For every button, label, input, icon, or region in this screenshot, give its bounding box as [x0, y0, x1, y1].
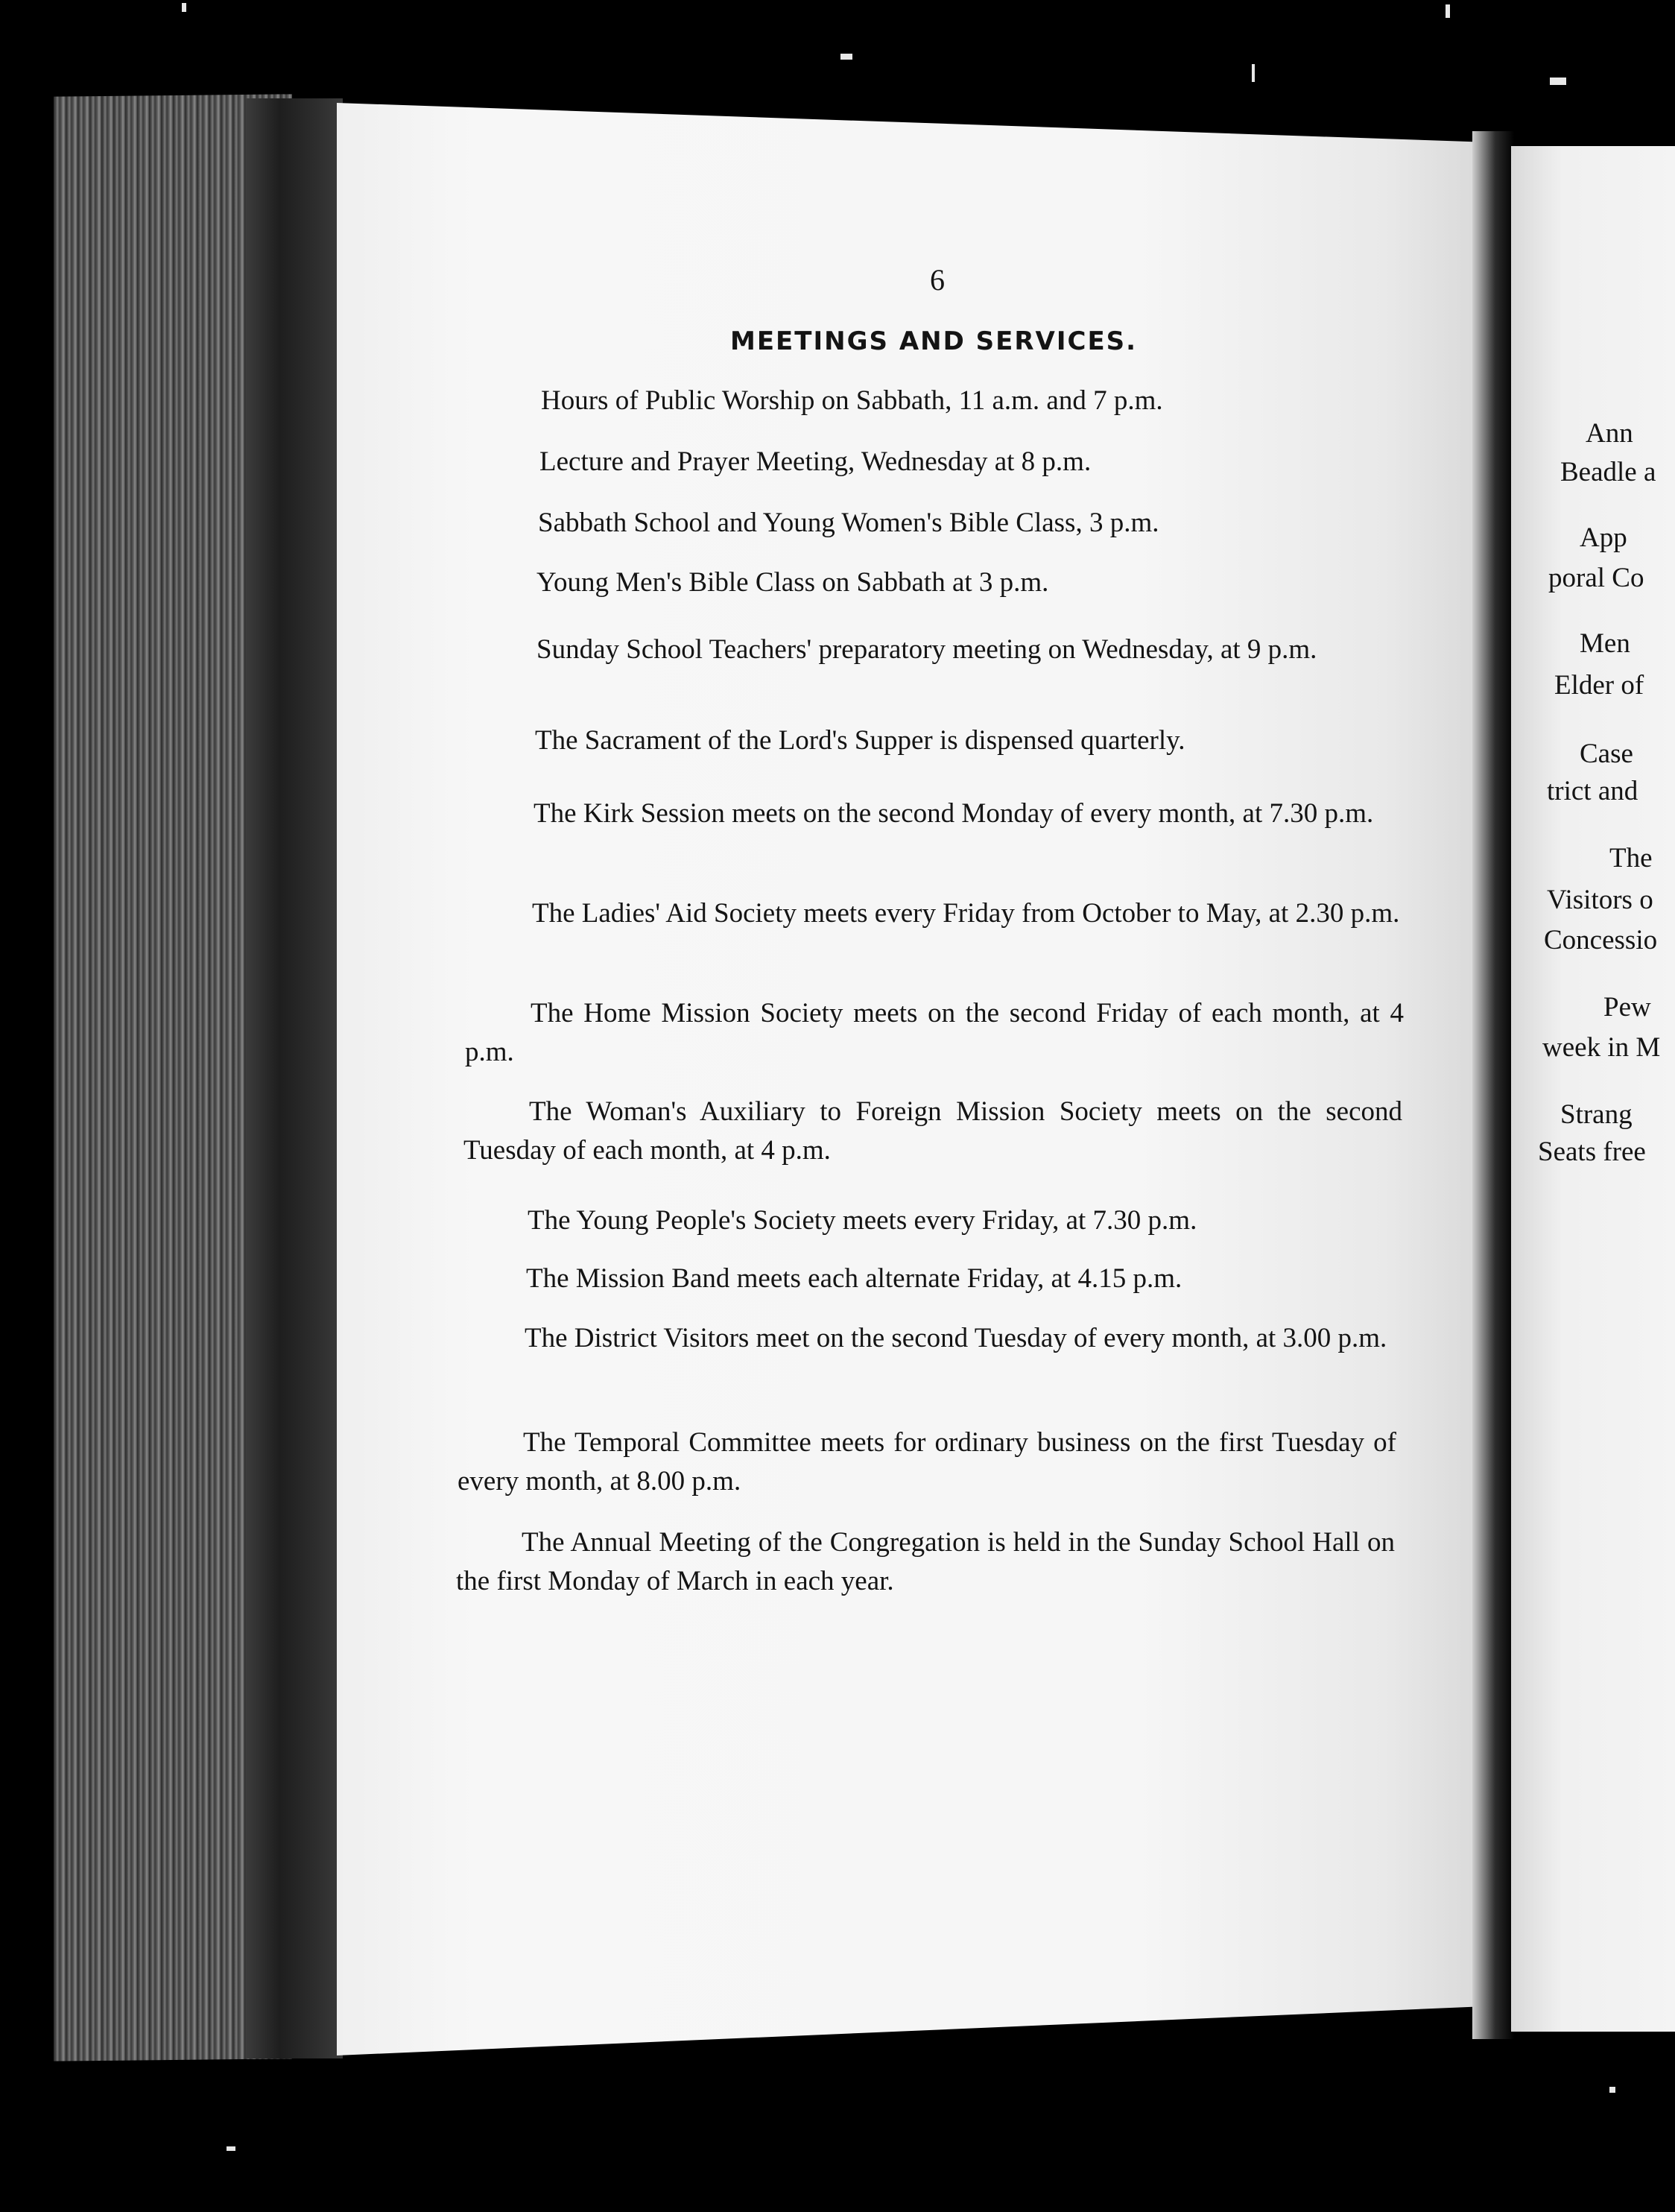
paragraph-ladies-aid: The Ladies' Aid Society meets every Friday from October to May, at 2.30 p.m.: [532, 898, 1400, 929]
paragraph-prayer-meeting: Lecture and Prayer Meeting, Wednesday at 8 p.m.: [539, 446, 1092, 477]
facing-line: Pew: [1603, 992, 1651, 1023]
paragraph-kirk-session: The Kirk Session meets on the second Monday of every month, at 7.30 p.m.: [533, 798, 1374, 829]
page-heading: MEETINGS AND SERVICES.: [730, 326, 1138, 356]
paragraph-home-mission: The Home Mission Society meets on the second Friday of each month, at 4 p.m.: [465, 998, 1404, 1067]
book-gutter: [1472, 131, 1514, 2039]
dust-speck: [840, 54, 852, 60]
page-edges-shadow: [246, 98, 343, 2058]
paragraph-young-peoples-society: The Young People's Society meets every Friday, at 7.30 p.m.: [528, 1205, 1197, 1236]
paragraph-annual-meeting: The Annual Meeting of the Congregation is held in the Sunday School Hall on the first Monday of March in each year.: [456, 1527, 1395, 1596]
dust-speck: [182, 3, 186, 12]
facing-line: Beadle a: [1560, 457, 1656, 487]
paragraph-sabbath-school: Sabbath School and Young Women's Bible Class, 3 p.m.: [538, 508, 1159, 538]
paragraph-womans-auxiliary: The Woman's Auxiliary to Foreign Mission Society meets on the second Tuesday of each month, at 4 p.m.: [463, 1096, 1402, 1166]
facing-line: Ann: [1586, 418, 1633, 449]
dust-speck: [1609, 2087, 1615, 2093]
facing-line: Strang: [1560, 1099, 1633, 1130]
facing-line: The: [1609, 843, 1653, 873]
facing-line: Seats free: [1538, 1137, 1646, 1167]
paragraph-temporal-committee: The Temporal Committee meets for ordinary business on the first Tuesday of every month, at 8.00 p.m.: [457, 1427, 1396, 1497]
facing-line: Case: [1580, 739, 1633, 769]
facing-line: Men: [1580, 628, 1630, 659]
paragraph-district-visitors: The District Visitors meet on the second Tuesday of every month, at 3.00 p.m.: [525, 1323, 1387, 1353]
facing-line: trict and: [1547, 776, 1638, 806]
dust-speck: [1446, 4, 1450, 18]
paragraph-teachers-meeting: Sunday School Teachers' preparatory meeting on Wednesday, at 9 p.m.: [536, 634, 1317, 665]
page-number: 6: [930, 263, 945, 297]
paragraph-sacrament: The Sacrament of the Lord's Supper is dispensed quarterly.: [535, 725, 1185, 756]
dust-speck: [1252, 64, 1255, 82]
facing-line: Concessio: [1544, 925, 1658, 955]
facing-line: week in M: [1542, 1032, 1661, 1063]
paragraph-young-mens-class: Young Men's Bible Class on Sabbath at 3 p.m.: [536, 567, 1049, 598]
paragraph-mission-band: The Mission Band meets each alternate Friday, at 4.15 p.m.: [526, 1263, 1182, 1294]
facing-line: poral Co: [1548, 563, 1644, 593]
facing-line: App: [1580, 522, 1627, 553]
dust-speck: [227, 2146, 235, 2151]
facing-line: Visitors o: [1547, 885, 1653, 915]
dust-speck: [1550, 78, 1566, 85]
paragraph-worship-hours: Hours of Public Worship on Sabbath, 11 a.m. and 7 p.m.: [541, 385, 1163, 416]
facing-line: Elder of: [1554, 670, 1644, 701]
